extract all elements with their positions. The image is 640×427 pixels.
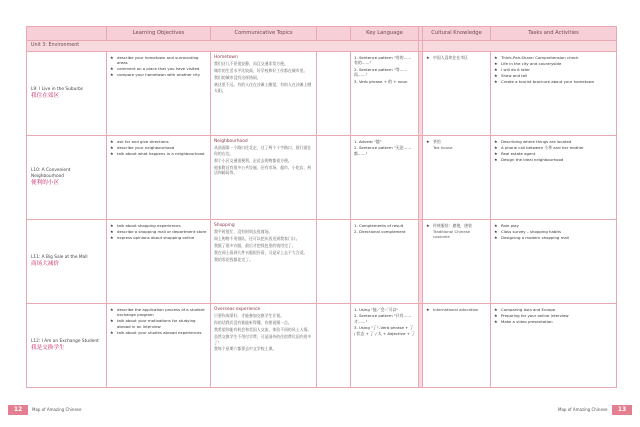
culture-cell — [423, 304, 491, 388]
unit-row — [27, 41, 617, 52]
topic-paragraph: 网上购物不用排队，还可以把东西送到我家门口。 — [214, 236, 300, 242]
header-row — [27, 27, 617, 41]
lesson-row — [27, 136, 617, 220]
culture-zh: ★ 传统服装：旗袍，唐装 — [433, 223, 472, 228]
lesson-title-en: L9: I Live in the Suburbs — [31, 87, 84, 92]
lesson-title-zh: 我住在郊区 — [31, 93, 59, 99]
culture-item — [426, 55, 487, 60]
task-item: ★ I will do it later — [494, 67, 613, 72]
objective-item: ★ talk about shopping experiences — [110, 223, 207, 228]
task-item: ★ Create a tourist brochure about your hometown — [494, 79, 613, 84]
topic-paragraph: 只要你成绩好，才能参加交换学生计划。 — [214, 313, 285, 319]
topic-paragraph: 我的零花钱都花完了。 — [214, 257, 253, 263]
lesson-title-en: L12: I Am an Exchange Student — [31, 339, 99, 344]
topic-heading: Overseas experience — [214, 307, 261, 312]
blank-cell — [317, 136, 351, 220]
task-item: ★ Describing where things are located — [494, 139, 613, 144]
key-language-item: 1. Using "能／会／可以" — [354, 307, 398, 312]
objective-item: ★ compare your hometown with another city — [110, 72, 207, 77]
header-key-language: Key Language — [351, 27, 419, 41]
header-cultural-knowledge: Cultural Knowledge — [423, 27, 491, 41]
objective-item: ★ describe your hometown and surrounding areas — [110, 55, 207, 66]
lesson-title-cell — [27, 136, 107, 220]
topic-heading: Neighbourhood — [214, 139, 248, 144]
task-item: ★ Comparing Asia and Europe — [494, 307, 613, 312]
tasks-cell — [491, 220, 617, 304]
lesson-title-en: L11: A Big Sale at the Mall — [31, 255, 88, 260]
topic-paragraph: 虽然交换学生不用付学费，可是国外的住宿费比国内贵多了！ — [214, 334, 312, 345]
objective-item: ★ describe the application process of a student exchange program — [110, 307, 207, 318]
lesson-title-zh: 我是交换学生 — [31, 345, 65, 351]
key-language-item: 3. Verb phrase + 的 + noun — [354, 78, 408, 84]
tasks-cell — [491, 136, 617, 220]
header-learning-objectives: Learning Objectives — [107, 27, 211, 41]
lesson-title-en: L10: A Convenient Neighbourhood — [31, 168, 71, 179]
topic-paragraph: 他家附近有很多公共设施，还有市场、超市、小吃店、药店和邮局等。 — [214, 164, 312, 176]
header-blank-2 — [317, 27, 351, 41]
key-language-item: 1. Complements of result — [354, 223, 404, 228]
tasks-cell — [491, 304, 617, 388]
culture-item — [426, 307, 487, 312]
objective-item: ★ express opinions about shopping online — [110, 235, 207, 240]
culture-cell — [423, 136, 491, 220]
topic-paragraph: 从前面第一个路口往北走，过了两个十字路口，银行就在你的右边。 — [214, 145, 312, 156]
task-item: ★ Class survey – shopping habits — [494, 229, 613, 234]
task-item: ★ Real estate agent — [494, 151, 613, 156]
key-language-item: 2. Sentence pattern "等……再……" — [354, 66, 408, 78]
header-tasks-activities: Tasks and Activities — [491, 27, 617, 41]
lesson-title-zh: 商场大减价 — [31, 261, 59, 267]
key-language-item: 2. Sentence pattern "无论……都……" — [354, 145, 412, 156]
page-number-left: 12 — [8, 405, 28, 415]
objectives-cell — [107, 52, 211, 136]
key-language-cell — [351, 304, 419, 388]
objective-item: ★ describe a shopping mall or department store — [110, 229, 207, 234]
topic-heading: Hometown — [214, 55, 238, 60]
task-item: ★ Show and tell — [494, 73, 613, 78]
objectives-cell — [107, 304, 211, 388]
objective-item: ★ talk about what happens in a neighbourhood — [110, 151, 207, 156]
task-item: ★ Role play — [494, 223, 613, 228]
topic-paragraph: 我平时很忙，没有时间去逛商场。 — [214, 229, 273, 235]
objective-item: ★ talk about your motivations for studying abroad in an interview — [110, 318, 207, 329]
task-item: ★ Think-Pair-Share: Comprehension check — [494, 55, 613, 60]
task-item: ★ Life in the city and countryside — [494, 61, 613, 66]
topic-paragraph: 你的话我们没有谁能听得懂，你要说慢一点。 — [214, 320, 292, 326]
topic-paragraph: 我们的城市没有这样热闹。 — [214, 75, 261, 81]
objective-item: ★ talk about your studies abroad experiences — [110, 330, 207, 335]
lesson-title-cell — [27, 52, 107, 136]
objectives-cell — [107, 136, 211, 220]
tasks-cell — [491, 52, 617, 136]
objective-item: ★ comment on a place that you have visited — [110, 66, 207, 71]
footer-book-title-right: Map of Amazing Chinese — [558, 407, 608, 412]
culture-zh: ★ 茶馆 — [433, 139, 441, 144]
key-language-item: 2. Sentence pattern "只有……才……" — [354, 313, 412, 324]
culture-en: Tea house — [433, 145, 453, 150]
topics-cell — [211, 220, 317, 304]
topic-heading: Shopping — [214, 223, 235, 228]
key-language-item: 1. Adverb "越" — [354, 139, 382, 144]
blank-cell — [317, 304, 351, 388]
task-item: ★ Make a video presentation — [494, 319, 613, 324]
key-language-cell — [351, 136, 419, 220]
lesson-title-cell — [27, 220, 107, 304]
lesson-title-cell — [27, 304, 107, 388]
topics-cell — [211, 304, 317, 388]
lesson-row — [27, 220, 617, 304]
task-item: ★ Designing a modern shopping mall — [494, 235, 613, 240]
task-item: ★ Design the ideal neighbourhood — [494, 157, 613, 162]
culture-en: Traditional Chinese costume — [433, 229, 471, 240]
key-language-item: 1. Sentence pattern "有的……有的……" — [354, 55, 412, 66]
lesson-row — [27, 304, 617, 388]
unit-title: Unit 3: Environment — [27, 41, 419, 52]
topic-paragraph: 那个小区交通很便利，走近去购物都很方便。 — [214, 157, 292, 163]
topic-paragraph: 我在网上看到几件衣服很好看，可是穿上去不大合适。 — [214, 250, 308, 256]
topic-paragraph: 我每个星期六都要去中文学校上课。 — [214, 346, 277, 352]
lesson-row — [27, 52, 617, 136]
culture-cell — [423, 52, 491, 136]
topic-paragraph: 我挑了很多衣服，最后才把钱包里的钱用完了。 — [214, 243, 296, 249]
key-language-item: 2. Directional complement — [354, 229, 406, 235]
page-number-right: 13 — [612, 405, 632, 415]
topic-paragraph: 我们这儿不但很安静，而且交通非常方便。 — [214, 61, 288, 67]
key-language-cell — [351, 220, 419, 304]
culture-zh: ★ International education — [433, 307, 479, 312]
objectives-cell — [107, 220, 211, 304]
topic-paragraph: 我希望你能有机会和美国人交流，体验不同的风土人情。 — [214, 327, 312, 333]
topics-cell — [211, 136, 317, 220]
topics-cell — [211, 52, 317, 136]
culture-cell — [423, 220, 491, 304]
culture-zh: ★ 中国人喜欢住在市区 — [433, 55, 469, 60]
header-communicative-topics: Communicative Topics — [211, 27, 317, 41]
objective-item: ★ describe your neighbourhood — [110, 145, 207, 150]
lesson-title-zh: 便利的小区 — [31, 180, 59, 186]
culture-item — [426, 139, 487, 144]
key-language-cell — [351, 52, 419, 136]
footer-book-title-left: Map of Amazing Chinese — [32, 407, 82, 412]
blank-cell — [317, 52, 351, 136]
objective-item: ★ ask for and give directions — [110, 139, 207, 144]
topic-paragraph: 离这里不远，有的人住在沙滩上睡觉，有的人在沙滩上晒太阳。 — [214, 82, 312, 93]
curriculum-table — [26, 26, 617, 388]
topic-paragraph: 城市的生活水平比较高，好学校和好工作都在城市里。 — [214, 68, 308, 74]
culture-item — [426, 223, 487, 228]
unit-blank — [423, 41, 617, 52]
blank-cell — [317, 220, 351, 304]
task-item: ★ A phone call between 小华 and her mother — [494, 145, 613, 150]
header-blank — [27, 27, 107, 41]
task-item: ★ Preparing for your online interview — [494, 313, 613, 318]
key-language-item: 3. Using "了"–Verb phrase + 了 / 状态 + 了 / 太 + Adjective + 了 — [354, 325, 415, 336]
